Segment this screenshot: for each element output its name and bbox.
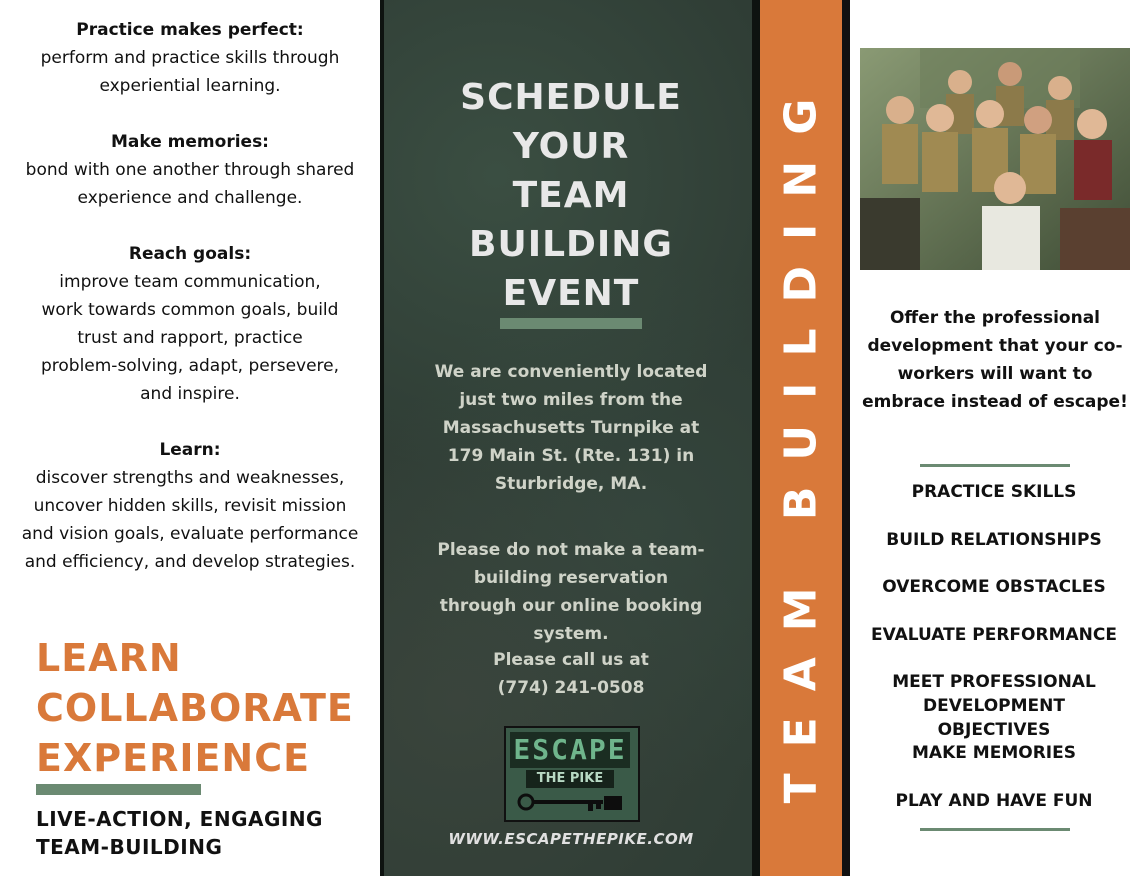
benefit-body: bond with one another through shared experience and challenge. [25, 160, 355, 208]
website-url[interactable]: WWW.ESCAPETHEPIKE.COM [448, 830, 694, 848]
schedule-line: SCHEDULE [460, 77, 682, 118]
benefit-memories [20, 128, 360, 212]
benefit-body: perform and practice skills through experiential learning. [40, 48, 340, 96]
team-photo [860, 48, 1130, 270]
panel-border [752, 0, 760, 876]
benefit-learn [20, 436, 360, 576]
booking-note: Please do not make a team-building reservation through our online booking system. [437, 540, 705, 644]
phone-number: (774) 241-0508 [497, 678, 645, 698]
divider-bar [920, 464, 1070, 467]
tagline-line2: TEAM-BUILDING [36, 835, 223, 859]
panel-border [842, 0, 850, 876]
schedule-line: TEAM [512, 175, 630, 216]
call-label: Please call us at [493, 650, 649, 670]
benefit-heading: Reach goals: [128, 244, 252, 264]
divider-bar [500, 318, 642, 329]
big-word-experience: EXPERIENCE [36, 736, 311, 780]
divider-bar [36, 784, 201, 795]
schedule-line: BUILDING [469, 224, 673, 265]
feature-item: MAKE MEMORIES [912, 743, 1076, 763]
benefit-body: improve team communication, work towards common goals, build trust and rapport, practice problem-solving, adapt, persevere, and inspire. [40, 272, 340, 404]
vertical-title: TEAM BUILDING [775, 72, 827, 804]
benefit-heading: Practice makes perfect: [76, 20, 304, 40]
schedule-heading [384, 73, 758, 318]
logo-title: ESCAPE [510, 732, 630, 768]
key-icon [516, 790, 626, 814]
divider-bar [920, 828, 1070, 831]
feature-item: BUILD RELATIONSHIPS [886, 530, 1102, 550]
tagline-line1: LIVE-ACTION, ENGAGING [36, 807, 323, 831]
big-word-collaborate: COLLABORATE [36, 686, 354, 730]
team-building-banner [760, 0, 842, 876]
benefit-goals [20, 240, 360, 408]
benefit-practice [20, 16, 360, 100]
feature-item: EVALUATE PERFORMANCE [871, 625, 1117, 645]
schedule-line: EVENT [502, 273, 640, 314]
big-word-learn: LEARN [36, 636, 182, 680]
logo-subtitle: THE PIKE [526, 770, 614, 788]
offer-text: Offer the professional development that your co-workers will want to embrace instead of escape! [862, 308, 1128, 412]
escape-the-pike-logo [504, 726, 640, 822]
feature-item: PRACTICE SKILLS [911, 482, 1077, 502]
left-panel [0, 0, 382, 876]
group-photo-illustration [860, 48, 1130, 270]
feature-item: MEET PROFESSIONAL DEVELOPMENT OBJECTIVES [892, 672, 1096, 740]
benefit-heading: Make memories: [111, 132, 269, 152]
tagline [36, 805, 323, 861]
feature-item: PLAY AND HAVE FUN [895, 791, 1093, 811]
location-text: We are conveniently located just two miles from the Massachusetts Turnpike at 179 Main St. (Rte. 131) in Sturbridge, MA. [434, 362, 708, 494]
feature-item: OVERCOME OBSTACLES [882, 577, 1106, 597]
benefit-body: discover strengths and weaknesses, uncover hidden skills, revisit mission and vision goals, evaluate performance and efficiency, and develop strategies. [21, 468, 359, 572]
benefit-heading: Learn: [159, 440, 221, 460]
middle-panel [384, 0, 758, 876]
schedule-line: YOUR [512, 126, 630, 167]
